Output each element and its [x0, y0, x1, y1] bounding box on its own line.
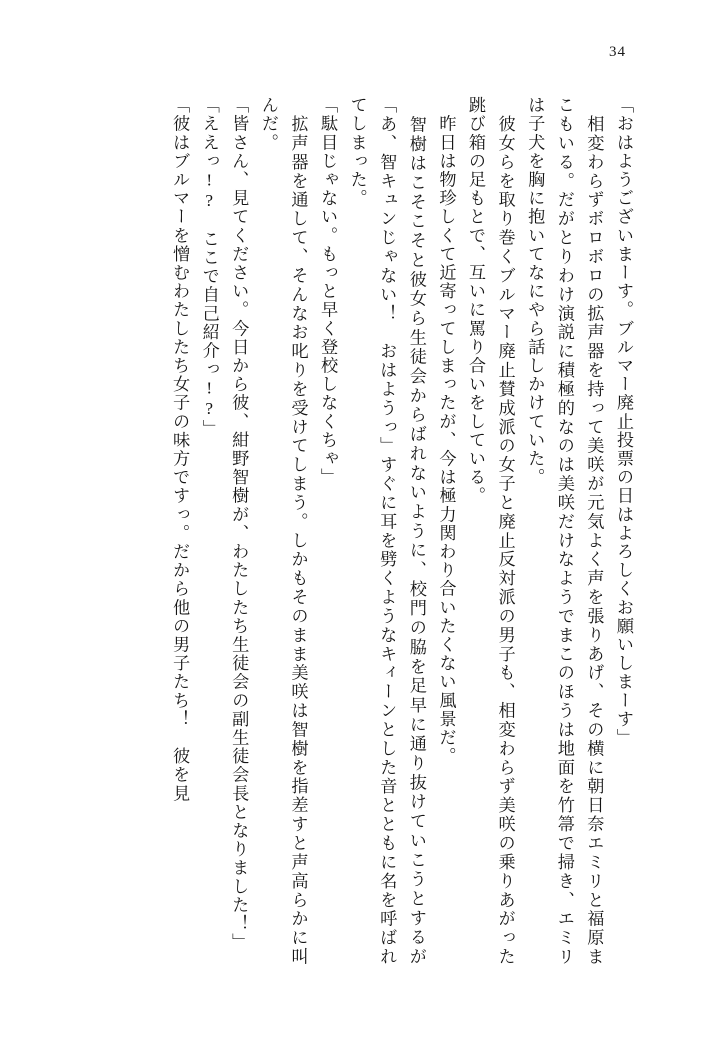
- paragraph: 相変わらずボロボロの拡声器を持って美咲が元気よく声を張りあげ、その横に朝日奈エミリと福原まこもいる。だがとりわけ演説に積極的なのは美咲だけなようでまこのほうは地面を竹箒で掃き、エミリは子犬を胸に抱いてなにやら話しかけていた。: [525, 96, 604, 966]
- paragraph: 「皆さん、見てください。今日から彼、紺野智樹が、わたしたち生徒会の副生徒会長となりました！」: [229, 96, 249, 952]
- paragraph: 「ええっ!? ここで自己紹介っ!?」: [199, 96, 219, 438]
- page-number: 34: [609, 44, 626, 60]
- paragraph: 拡声器を通して、そんなお叱りを受けてしまう。しかもそのまま美咲は智樹を指差すと声高らかに叫んだ。: [258, 96, 308, 966]
- paragraph: 「彼はブルマーを憎むわたしたち女子の味方ですっ。だから他の男子たち！ 彼を見: [170, 96, 190, 803]
- paragraph: 智樹はこそこそと彼女ら生徒会からばれないように、校門の脇を足早に通り抜けていこうとするが「あ、智キュンじゃない！ おはようっ」すぐに耳を劈くようなキィーンとした音とともに名を呼ばれてしまった。: [347, 96, 426, 966]
- paragraph: 彼女らを取り巻くブルマー廃止賛成派の女子と廃止反対派の男子も、相変わらず美咲の乗りあがった跳び箱の足もとで、互いに罵り合いをしている。: [466, 96, 515, 966]
- paragraph: 「おはようございまーす。ブルマー廃止投票の日はよろしくお願いしまーす」: [614, 96, 633, 747]
- paragraph: 「駄目じゃない。もっと早く登校しなくちゃ」: [318, 96, 338, 487]
- paragraph: 昨日は物珍しくて近寄ってしまったが、今は極力関わり合いたくない風景だ。: [436, 96, 456, 766]
- page-text-body: [40, 96, 638, 966]
